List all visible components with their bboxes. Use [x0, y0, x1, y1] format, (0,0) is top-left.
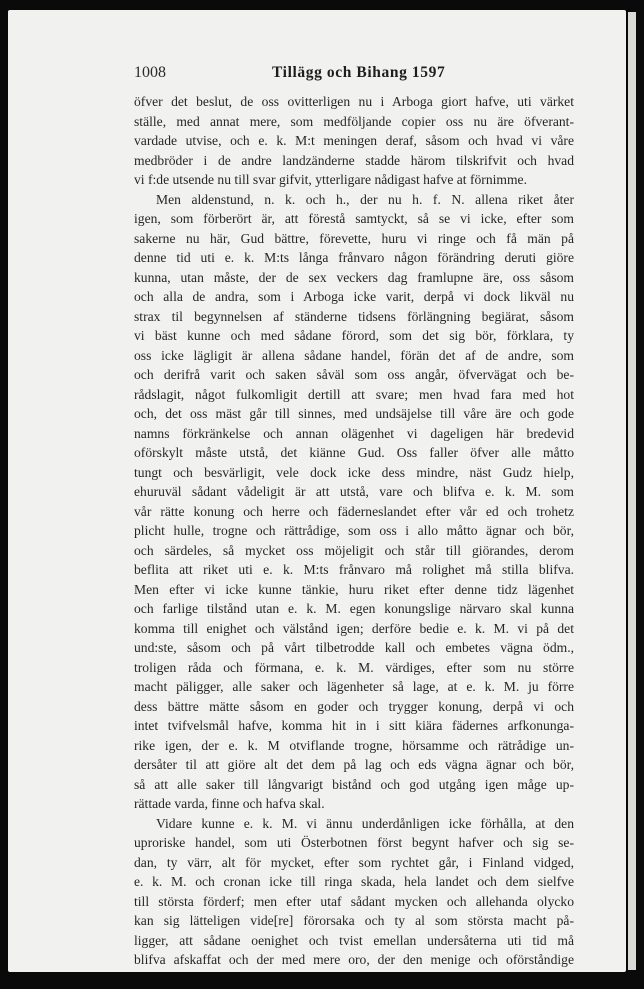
text-line: vardade utvise, och e. k. M:t meningen deraf, såsom och hvad vi våre	[134, 133, 574, 148]
text-line: dersåter til att giöre alt det dem på lag och eds vägna ägnar och bör,	[134, 757, 574, 772]
text-line: vi f:de utsende nu till svar gifvit, ytterligare nådigast hafve at förnimme.	[134, 172, 527, 187]
text-line: Men efter vi icke kunne tänkie, huru riket efter denne tidz lägenhet	[134, 581, 574, 597]
text-line: dess bättre mätte såsom en goder och trygger konung, derpå vi och	[134, 698, 574, 714]
body-text	[134, 92, 574, 970]
running-year: 1597	[411, 64, 446, 81]
text-line: och derifrå varit och saken såväl som oss angår, öfvervägat och be-	[134, 367, 574, 382]
text-line: und:ste, såsom och på vårt tilbetrodde kall och embetes vägna ödm.,	[134, 640, 574, 655]
show-through-mark	[96, 408, 122, 430]
paragraph	[134, 814, 574, 970]
text-line: blifva afskaffat och der med mere oro, der den menige och oförståndige	[134, 952, 574, 967]
text-line: Vidare kunne e. k. M. vi ännu underdånligen icke förhålla, at den	[156, 815, 574, 831]
text-line: strax til begynnelsen af ständerne tidsens förlängning begiärat, såsom	[134, 308, 574, 324]
text-line: intet tvifvelsmål hafve, komma hit in i sitt kiära fädernes arfkonunga-	[134, 718, 574, 733]
text-line: plicht hulle, trogne och rättrådige, som oss i allo måtto ägnar och bör,	[134, 523, 574, 538]
text-line: tungt och besvärligit, vele dock icke dess mindre, näst Gudz hielp,	[134, 464, 574, 480]
running-title-text: Tillägg och Bihang	[272, 64, 408, 81]
text-line: Men aldenstund, n. k. och h., der nu h. f. N. allena riket åter	[156, 191, 574, 207]
text-line: rådslagit, något fulkomligit dertill att svare; men hvad fara med hot	[134, 386, 574, 402]
text-line: dan, ty värr, alt för mycket, efter som rychtet går, i Finland vidged,	[134, 854, 574, 870]
text-line: beflita att riket uti e. k. M:ts frånvaro må rolighet må stilla blifva.	[134, 562, 574, 577]
text-line: ehuruväl sådant vådeligit är att utstå, vare och blifva e. k. M. som	[134, 484, 574, 499]
text-line: och alla de andra, som i Arboga icke varit, derpå vi dock likväl nu	[134, 289, 574, 304]
paragraph	[134, 190, 574, 814]
text-line: oförskylt måste utstå, det kiänne Gud. Oss faller öfver alle måtto	[134, 445, 574, 460]
text-line: till största förderf; men efter utaf sådant mycken och allehanda olycko	[134, 893, 574, 909]
text-line: och farlige tilstånd utan e. k. M. egen konungslige närvaro skal kunna	[134, 601, 574, 616]
page-edge	[628, 12, 636, 970]
text-line: rike igen, der e. k. M otviflande trogne, hörsamme och rätrådige un-	[134, 737, 574, 753]
text-line: oss icke lägligit är allena sådane handel, förän det af de andre, som	[134, 347, 574, 363]
text-line: rättade varda, finne och hafva skal.	[134, 796, 325, 811]
text-line: och, det oss mäst går till sinnes, med undsäjelse till våre äre och gode	[134, 406, 574, 421]
text-line: sakerne nu här, Gud bättre, förevette, huru vi ringe och få män på	[134, 230, 574, 246]
running-title	[272, 64, 445, 82]
text-line: så att alle saker till långvarigt bistånd och god utgång igen måge up-	[134, 776, 574, 792]
page-number: 1008	[134, 64, 166, 81]
paragraph	[134, 92, 574, 190]
text-line: ställe, med annat mere, som medföljande copier oss nu äre öfverant-	[134, 113, 574, 129]
text-line: ligger, att sådane oenighet och tvist emellan undersåterna uti tid må	[134, 932, 574, 948]
text-line: e. k. M. och cronan icke till ringa skada, hela landet och dem sielfve	[134, 874, 574, 889]
text-line: troligen råda och förmana, e. k. M. värdiges, efter som nu större	[134, 659, 574, 675]
text-line: uproriske handel, som uti Österbotnen först begynt hafver och sig se-	[134, 835, 574, 850]
text-line: vår rätte konung och herre och fäderneslandet efter vår ed och trohetz	[134, 503, 574, 519]
text-line: namns förkränkelse och annan olägenhet vi dageligen här bredevid	[134, 425, 574, 441]
text-line: vi bäst kunne och med sådane förord, som det sig bör, förklara, ty	[134, 328, 574, 343]
text-line: medbröder i de andre landzänderne stadde härom tilskrifvit och hvad	[134, 152, 574, 168]
text-line: kunna, utan måste, der de sex veckers dag framlupne äre, oss såsom	[134, 269, 574, 285]
text-line: macht päligger, alle saker och lägenheter så lage, at e. k. M. ju förre	[134, 679, 574, 694]
text-line: öfver det beslut, de oss ovitterligen nu i Arboga giort hafve, uti värket	[134, 94, 574, 109]
text-line: igen, som förberört är, att förestå samtyckt, så se vi icke, efter som	[134, 211, 574, 226]
text-line: denne tid uti e. k. M:ts långa frånvaro någon förändring deruti giöre	[134, 250, 574, 265]
text-line: komma till enighet och välstånd igen; derföre bedie e. k. M. vi på det	[134, 620, 574, 636]
text-line: kan sig lätteligen vide[re] förorsaka och ty al som största macht på-	[134, 913, 574, 928]
page-header	[134, 64, 572, 86]
text-line: och särdeles, så mycket oss möjeligit och står till giörandes, derom	[134, 542, 574, 558]
